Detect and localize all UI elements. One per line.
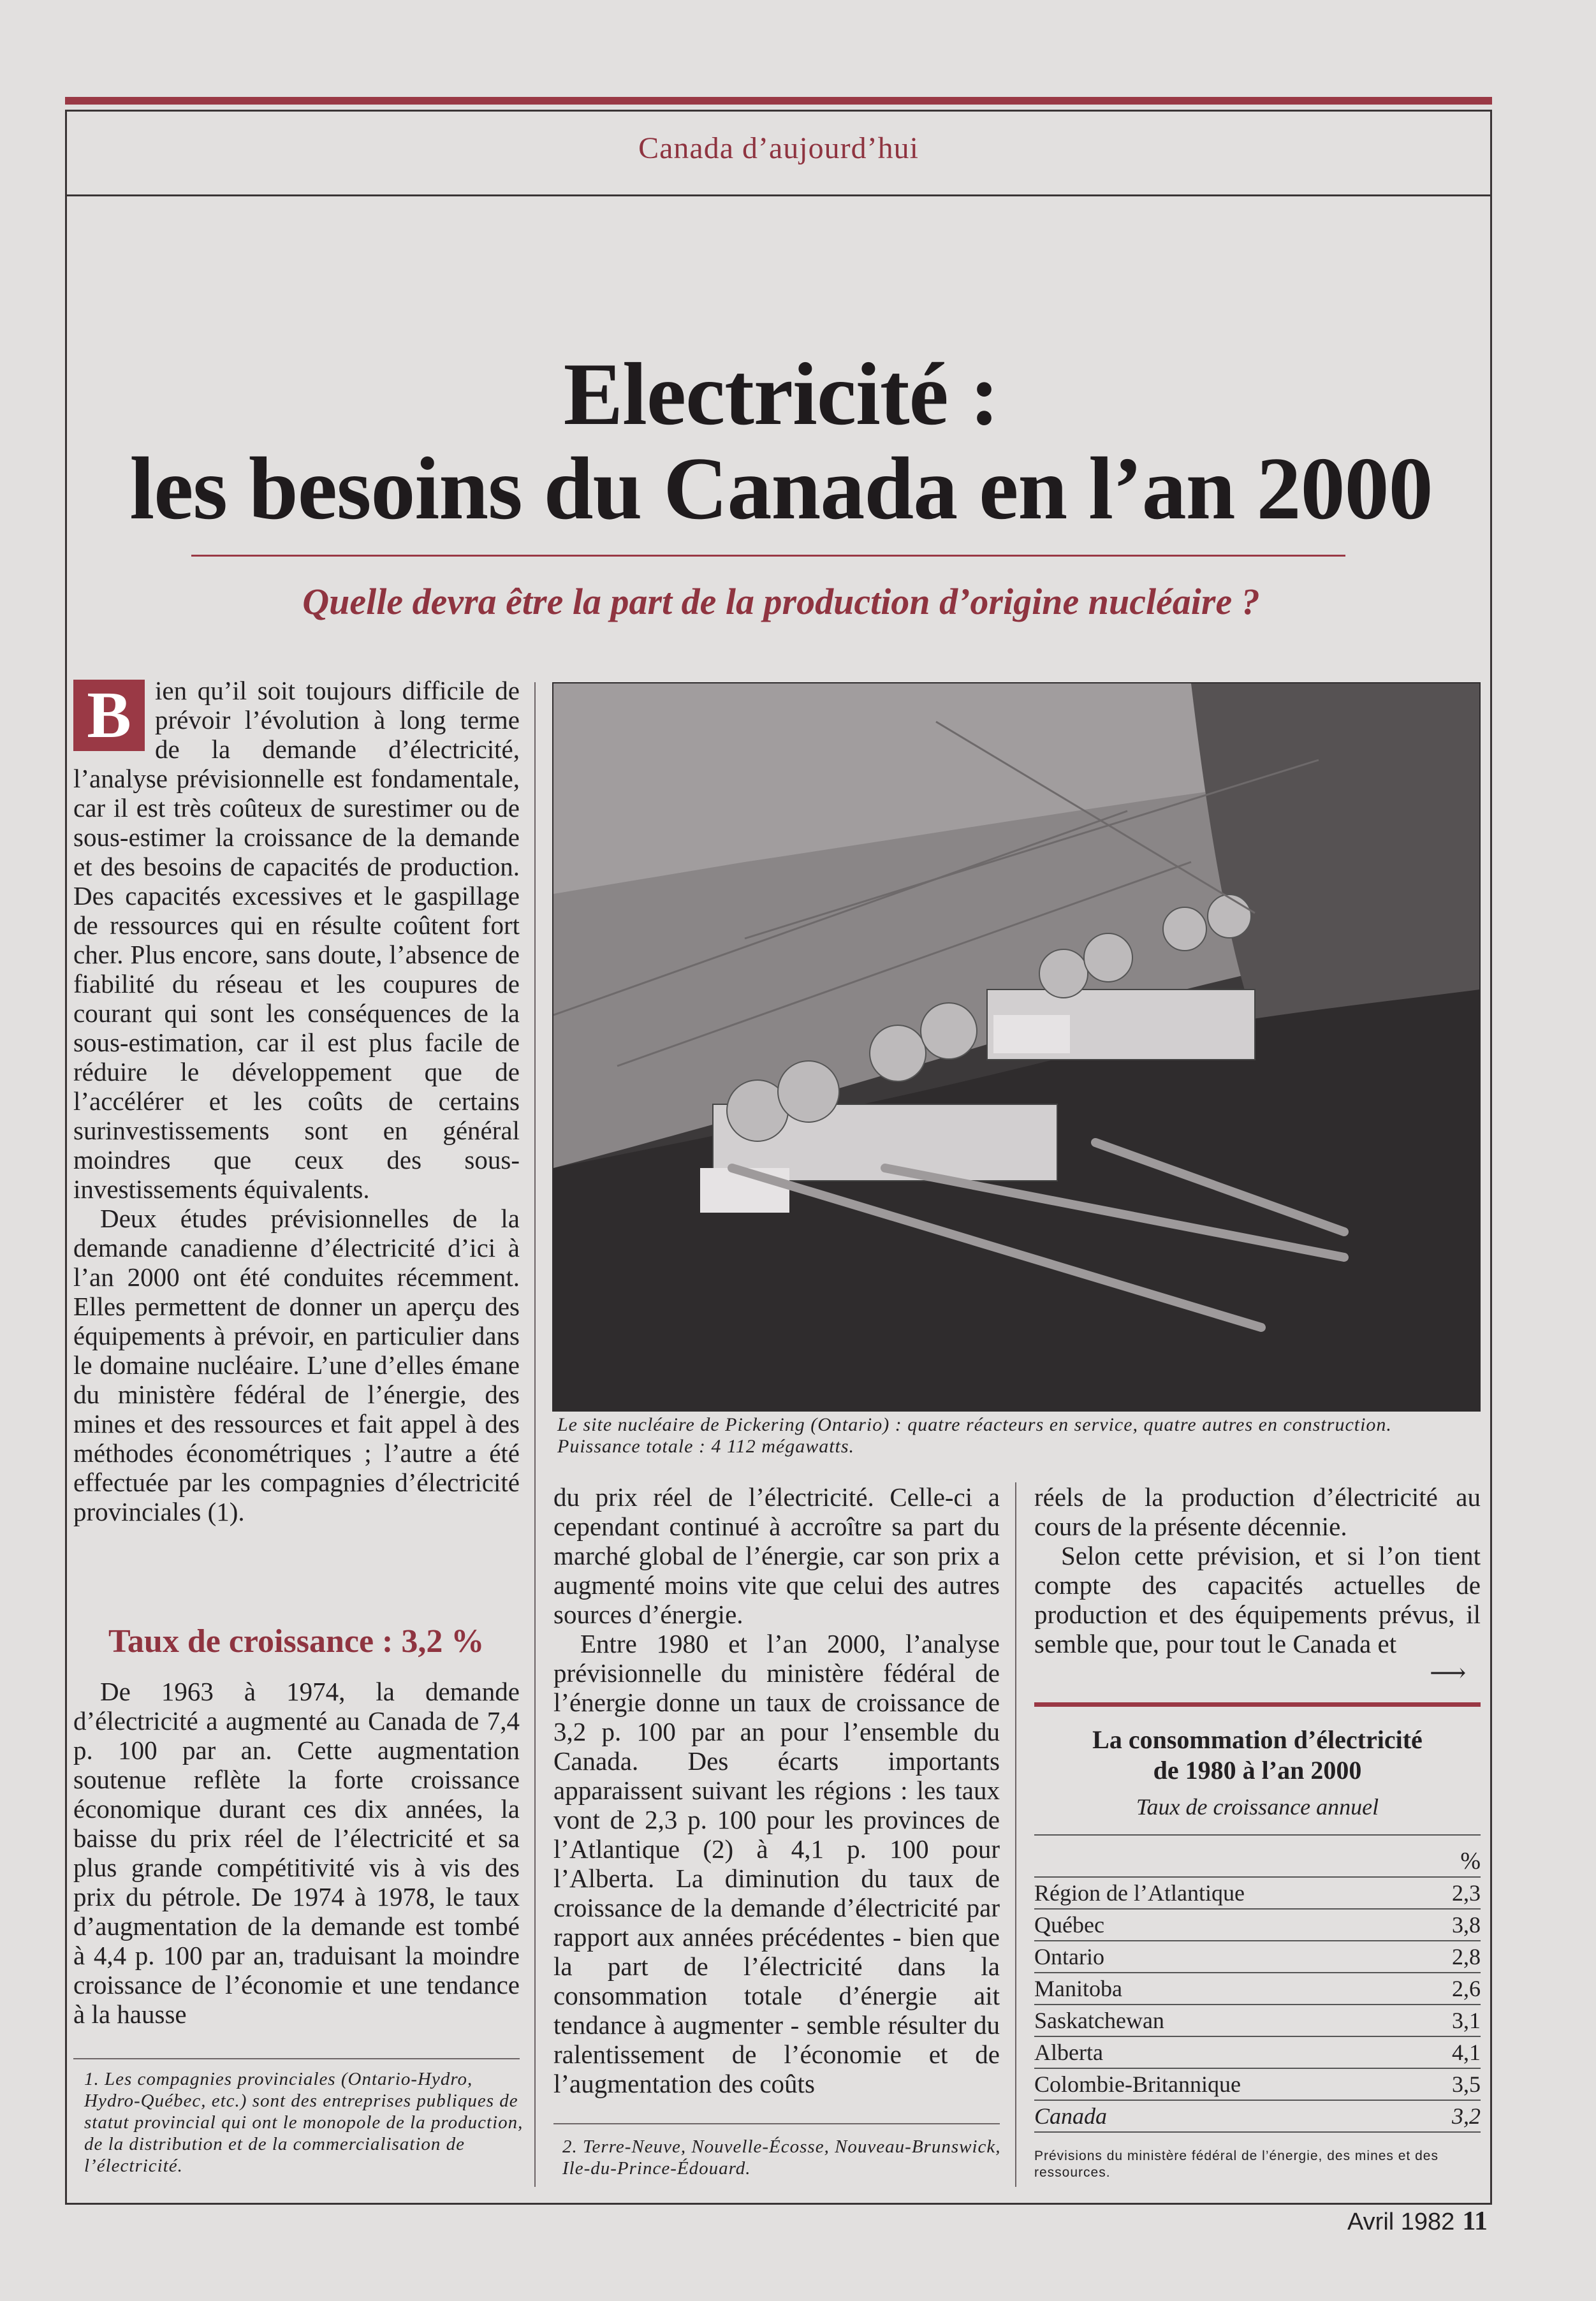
growth-value: 3,8 [1452, 1912, 1481, 1938]
caption-line-1: Le site nucléaire de Pickering (Ontario) : quatre réacteurs en service, quatre autres en construction. [557, 1414, 1392, 1435]
table-row [1034, 1910, 1481, 1941]
footnote-2: 2. Terre-Neuve, Nouvelle-Écosse, Nouveau-Brunswick, Ile-du-Prince-Édouard. [562, 2137, 1001, 2179]
growth-value: 3,5 [1452, 2071, 1481, 2097]
table-row [1034, 2037, 1481, 2069]
footnote-rule-1 [73, 2058, 520, 2059]
paragraph-6: réels de la production d’électricité au cours de la présente décennie. [1034, 1482, 1481, 1541]
table-accent-rule [1034, 1702, 1481, 1707]
article-title [102, 347, 1460, 537]
section-heading: Taux de croissance : 3,2 % [108, 1623, 485, 1660]
pickering-photo [552, 682, 1481, 1412]
table-row [1034, 2069, 1481, 2101]
table-title-line-2: de 1980 à l’an 2000 [1153, 1756, 1362, 1785]
title-line-2: les besoins du Canada en l’an 2000 [129, 439, 1433, 539]
article-subtitle: Quelle devra être la part de la production d’origine nucléaire ? [302, 581, 1260, 622]
region-name: Canada [1034, 2103, 1108, 2129]
region-name: Alberta [1034, 2040, 1103, 2065]
table-row [1034, 1973, 1481, 2005]
column-3 [1034, 1482, 1481, 1658]
growth-value: 2,8 [1452, 1944, 1481, 1969]
table-row [1034, 1941, 1481, 1973]
column-2 [553, 1482, 1000, 2098]
column-1-continued [73, 1677, 520, 2029]
page-number: 11 [1462, 2207, 1488, 2236]
paragraph-7: Selon cette prévision, et si l’on tient compte des capacités actuelles de production et des équipements prévus, il semble que, pour tout le Canada et [1034, 1541, 1481, 1658]
header-divider [65, 194, 1492, 196]
growth-value: 4,1 [1452, 2040, 1481, 2065]
region-name: Manitoba [1034, 1976, 1122, 2001]
page-footer [1347, 2206, 1488, 2237]
table-body [1034, 1878, 1481, 2133]
caption-line-2: Puissance totale : 4 112 mégawatts. [557, 1436, 855, 1457]
title-rule [191, 555, 1345, 557]
table-title-line-1: La consommation d’électricité [1092, 1725, 1423, 1754]
table-row [1034, 2101, 1481, 2133]
paragraph-1-text: ien qu’il soit toujours difficile de prévoir l’évolution à long terme de la demande d’électricité, l’analyse prévisionnelle est fondamentale, car il est très coûteux de surestimer ou de sous-estimer la croissance de la demande et des besoins de capacités de production. Des capacités excessives et le gaspillage de ressources qui en résulte coûtent fort cher. Plus encore, sans doute, l’absence de fiabilité du réseau et les coupures de courant qui sont les conséquences de la sous-estimation, car il est plus facile de réduire le développement que de l’accélérer et les coûts de certains surinvestissements sont en général moindres que ceux des sous-investissements équivalents. [73, 676, 520, 1204]
table-subtitle: Taux de croissance annuel [1136, 1794, 1379, 1820]
continue-arrow: ⟶ [1430, 1658, 1467, 1687]
paragraph-1 [73, 676, 520, 1204]
running-head: Canada d’aujourd’hui [638, 131, 919, 165]
footnote-1: 1. Les compagnies provinciales (Ontario-Hydro, Hydro-Québec, etc.) sont des entreprises publiques de statut provincial qui ont le monopole de la production, de la distribution et de la commercialisation de l’électricité. [84, 2069, 523, 2176]
region-name: Saskatchewan [1034, 2008, 1164, 2033]
growth-value: 3,2 [1452, 2103, 1481, 2129]
region-name: Colombie-Britannique [1034, 2071, 1241, 2097]
table-row [1034, 2005, 1481, 2037]
column-rule-1 [534, 682, 536, 2187]
table-source: Prévisions du ministère fédéral de l’énergie, des mines et des ressources. [1034, 2149, 1439, 2180]
growth-rate-table [1034, 1702, 1481, 2181]
region-name: Ontario [1034, 1944, 1104, 1969]
growth-value: 2,3 [1452, 1880, 1481, 1906]
growth-value: 3,1 [1452, 2008, 1481, 2033]
table-unit-header: % [1034, 1834, 1481, 1878]
footnote-rule-2 [553, 2123, 1000, 2124]
paragraph-5: Entre 1980 et l’an 2000, l’analyse prévisionnelle du ministère fédéral de l’énergie donne un taux de croissance de 3,2 p. 100 par an pour l’ensemble du Canada. Des écarts importants apparaissent suivant les régions : les taux vont de 2,3 p. 100 pour les provinces de l’Atlantique (2) à 4,1 p. 100 pour l’Alberta. La diminution du taux de croissance de la demande d’électricité par rapport aux années précédentes - bien que la part de l’électricité dans la consommation totale d’énergie ait tendance à augmenter - semble résulter du ralentissement de l’économie et de l’augmentation des coûts [553, 1629, 1000, 2098]
title-line-1: Electricité : [563, 345, 999, 444]
paragraph-2: Deux études prévisionnelles de la demande canadienne d’électricité d’ici à l’an 2000 ont été conduites récemment. Elles permettent de donner un aperçu des équipements à prévoir, en particulier dans le domaine nucléaire. L’une d’elles émane du ministère fédéral de l’énergie, des mines et des ressources et fait appel à des méthodes économétriques ; l’autre a été effectuée par les compagnies d’électricité provinciales (1). [73, 1204, 520, 1526]
dropcap: B [73, 680, 145, 751]
aerial-photo-illustration [553, 683, 1479, 1410]
paragraph-4: du prix réel de l’électricité. Celle-ci a cependant continué à accroître sa part du marché global de l’énergie, car son prix a augmenté moins vite que celui des autres sources d’énergie. [553, 1482, 1000, 1629]
growth-value: 2,6 [1452, 1976, 1481, 2001]
region-name: Québec [1034, 1912, 1104, 1938]
photo-caption [557, 1414, 1475, 1457]
column-rule-2 [1015, 1482, 1016, 2187]
region-name: Région de l’Atlantique [1034, 1880, 1245, 1906]
top-accent-bar [65, 97, 1492, 105]
column-1 [73, 676, 520, 1526]
paragraph-3: De 1963 à 1974, la demande d’électricité a augmenté au Canada de 7,4 p. 100 par an. Cette augmentation soutenue reflète la forte croissance économique durant ces dix années, la baisse du prix réel de l’électricité et sa plus grande compétitivité vis à vis des prix du pétrole. De 1974 à 1978, le taux d’augmentation de la demande est tombé à 4,4 p. 100 par an, traduisant la moindre croissance de l’économie et une tendance à la hausse [73, 1677, 520, 2029]
table-title [1034, 1725, 1481, 1786]
issue-date: Avril 1982 [1347, 2209, 1455, 2235]
table-row [1034, 1878, 1481, 1910]
